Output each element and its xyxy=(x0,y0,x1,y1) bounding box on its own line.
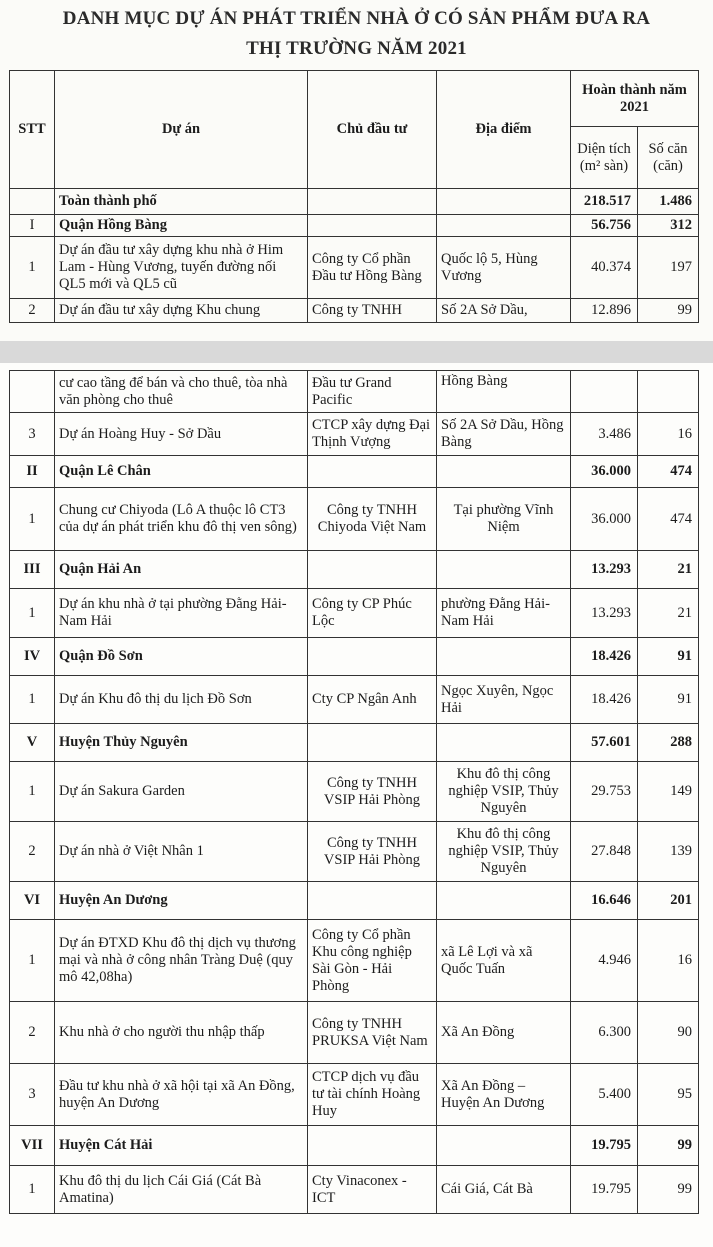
header-area: Diện tích (m² sàn) xyxy=(571,127,638,189)
group-row xyxy=(10,724,699,762)
group-area: 18.426 xyxy=(571,638,638,676)
total-area: 218.517 xyxy=(571,189,638,215)
row-investor: Cty Vinaconex - ICT xyxy=(308,1166,437,1214)
group-stt: V xyxy=(10,724,55,762)
total-row xyxy=(10,189,699,215)
row-project: Dự án nhà ở Việt Nhân 1 xyxy=(55,822,308,882)
row-location: Xã An Đồng xyxy=(437,1002,571,1064)
row-units: 95 xyxy=(638,1064,699,1126)
row-location: Số 2A Sở Dầu, Hồng Bàng xyxy=(437,413,571,456)
group-row xyxy=(10,638,699,676)
group-name: Huyện Cát Hải xyxy=(55,1126,308,1166)
group-name: Quận Hải An xyxy=(55,551,308,589)
row-units: 139 xyxy=(638,822,699,882)
group-name: Huyện Thủy Nguyên xyxy=(55,724,308,762)
table-row xyxy=(10,1064,699,1126)
row-investor: Công ty CP Phúc Lộc xyxy=(308,589,437,638)
row-location: Xã An Đồng – Huyện An Dương xyxy=(437,1064,571,1126)
table-row xyxy=(10,237,699,299)
row-project: cư cao tầng để bán và cho thuê, tòa nhà văn phòng cho thuê xyxy=(55,371,308,413)
group-units: 288 xyxy=(638,724,699,762)
header-stt: STT xyxy=(10,71,55,189)
row-project: Chung cư Chiyoda (Lô A thuộc lô CT3 của dự án phát triển khu đô thị ven sông) xyxy=(55,488,308,551)
title-line-1: DANH MỤC DỰ ÁN PHÁT TRIỂN NHÀ Ở CÓ SẢN PHẨM ĐƯA RA xyxy=(62,8,651,29)
header-project: Dự án xyxy=(55,71,308,189)
table-row xyxy=(10,371,699,413)
row-investor: CTCP xây dựng Đại Thịnh Vượng xyxy=(308,413,437,456)
row-stt: 1 xyxy=(10,237,55,299)
group-stt: VI xyxy=(10,882,55,920)
row-investor: Công ty Cổ phần Đầu tư Hồng Bàng xyxy=(308,237,437,299)
row-project: Dự án đầu tư xây dựng khu nhà ở Him Lam - Hùng Vương, tuyến đường nối QL5 mới và QL5 cũ xyxy=(55,237,308,299)
row-location: Ngọc Xuyên, Ngọc Hải xyxy=(437,676,571,724)
group-stt: I xyxy=(10,215,55,237)
row-stt: 1 xyxy=(10,589,55,638)
row-units: 99 xyxy=(638,1166,699,1214)
group-area: 16.646 xyxy=(571,882,638,920)
group-units: 99 xyxy=(638,1126,699,1166)
row-project: Dự án Hoàng Huy - Sở Dầu xyxy=(55,413,308,456)
document-page-1 xyxy=(0,0,713,341)
group-units: 312 xyxy=(638,215,699,237)
row-stt: 2 xyxy=(10,299,55,323)
row-investor: Công ty TNHH xyxy=(308,299,437,323)
group-name: Quận Hồng Bàng xyxy=(55,215,308,237)
total-units: 1.486 xyxy=(638,189,699,215)
table-row xyxy=(10,1002,699,1064)
row-stt: 1 xyxy=(10,488,55,551)
table-row xyxy=(10,299,699,323)
table-row xyxy=(10,762,699,822)
row-project: Khu nhà ở cho người thu nhập thấp xyxy=(55,1002,308,1064)
projects-table-part-1 xyxy=(9,70,699,323)
group-area: 13.293 xyxy=(571,551,638,589)
row-project: Dự án khu nhà ở tại phường Đằng Hải- Nam Hải xyxy=(55,589,308,638)
row-area: 18.426 xyxy=(571,676,638,724)
page-separator xyxy=(0,341,713,363)
header-location: Địa điểm xyxy=(437,71,571,189)
row-units: 16 xyxy=(638,413,699,456)
group-name: Quận Đồ Sơn xyxy=(55,638,308,676)
group-row xyxy=(10,882,699,920)
table-row xyxy=(10,920,699,1002)
row-units: 90 xyxy=(638,1002,699,1064)
group-units: 91 xyxy=(638,638,699,676)
group-units: 474 xyxy=(638,456,699,488)
group-area: 57.601 xyxy=(571,724,638,762)
document-title xyxy=(0,4,713,64)
header-investor: Chủ đầu tư xyxy=(308,71,437,189)
group-row xyxy=(10,551,699,589)
group-area: 36.000 xyxy=(571,456,638,488)
row-investor: Đầu tư Grand Pacific xyxy=(308,371,437,413)
table-row xyxy=(10,1166,699,1214)
row-location: Cái Giá, Cát Bà xyxy=(437,1166,571,1214)
table-row xyxy=(10,589,699,638)
group-area: 19.795 xyxy=(571,1126,638,1166)
document-page-2 xyxy=(0,363,713,1247)
row-investor: Cty CP Ngân Anh xyxy=(308,676,437,724)
row-area: 19.795 xyxy=(571,1166,638,1214)
row-investor: Công ty TNHH VSIP Hải Phòng xyxy=(308,762,437,822)
row-area: 6.300 xyxy=(571,1002,638,1064)
row-location: Tại phường Vĩnh Niệm xyxy=(437,488,571,551)
group-row xyxy=(10,215,699,237)
group-units: 21 xyxy=(638,551,699,589)
row-units: 149 xyxy=(638,762,699,822)
row-units: 197 xyxy=(638,237,699,299)
group-stt: VII xyxy=(10,1126,55,1166)
row-project: Dự án đầu tư xây dựng Khu chung xyxy=(55,299,308,323)
total-label: Toàn thành phố xyxy=(55,189,308,215)
group-units: 201 xyxy=(638,882,699,920)
row-area: 40.374 xyxy=(571,237,638,299)
row-location: Quốc lộ 5, Hùng Vương xyxy=(437,237,571,299)
group-name: Quận Lê Chân xyxy=(55,456,308,488)
row-investor: Công ty Cổ phần Khu công nghiệp Sài Gòn - Hải Phòng xyxy=(308,920,437,1002)
row-project: Dự án Sakura Garden xyxy=(55,762,308,822)
title-line-2: THỊ TRƯỜNG NĂM 2021 xyxy=(246,38,467,59)
row-stt: 3 xyxy=(10,1064,55,1126)
group-row xyxy=(10,1126,699,1166)
row-units: 21 xyxy=(638,589,699,638)
header-units: Số căn (căn) xyxy=(638,127,699,189)
group-area: 56.756 xyxy=(571,215,638,237)
row-location: phường Đằng Hải- Nam Hải xyxy=(437,589,571,638)
table-row xyxy=(10,413,699,456)
row-location: xã Lê Lợi và xã Quốc Tuấn xyxy=(437,920,571,1002)
row-area: 27.848 xyxy=(571,822,638,882)
row-project: Dự án ĐTXD Khu đô thị dịch vụ thương mại và nhà ở công nhân Tràng Duệ (quy mô 42,08ha) xyxy=(55,920,308,1002)
row-area: 13.293 xyxy=(571,589,638,638)
row-project: Dự án Khu đô thị du lịch Đồ Sơn xyxy=(55,676,308,724)
group-stt: II xyxy=(10,456,55,488)
row-area: 36.000 xyxy=(571,488,638,551)
group-stt: III xyxy=(10,551,55,589)
row-project: Khu đô thị du lịch Cái Giá (Cát Bà Amatina) xyxy=(55,1166,308,1214)
row-project: Đầu tư khu nhà ở xã hội tại xã An Đồng, huyện An Dương xyxy=(55,1064,308,1126)
row-units: 91 xyxy=(638,676,699,724)
table-row xyxy=(10,822,699,882)
row-area: 5.400 xyxy=(571,1064,638,1126)
row-investor: Công ty TNHH PRUKSA Việt Nam xyxy=(308,1002,437,1064)
row-stt: 2 xyxy=(10,822,55,882)
row-location: Khu đô thị công nghiệp VSIP, Thủy Nguyên xyxy=(437,762,571,822)
row-units: 474 xyxy=(638,488,699,551)
row-area: 4.946 xyxy=(571,920,638,1002)
row-stt: 1 xyxy=(10,920,55,1002)
row-units: 99 xyxy=(638,299,699,323)
row-location: Số 2A Sở Dầu, xyxy=(437,299,571,323)
group-name: Huyện An Dương xyxy=(55,882,308,920)
row-investor: Công ty TNHH VSIP Hải Phòng xyxy=(308,822,437,882)
row-location: Hồng Bàng xyxy=(437,371,571,413)
row-stt: 1 xyxy=(10,1166,55,1214)
row-area: 3.486 xyxy=(571,413,638,456)
header-completed: Hoàn thành năm 2021 xyxy=(571,71,699,127)
group-row xyxy=(10,456,699,488)
table-row xyxy=(10,676,699,724)
projects-table-part-2 xyxy=(9,370,699,1214)
row-location: Khu đô thị công nghiệp VSIP, Thủy Nguyên xyxy=(437,822,571,882)
row-area: 12.896 xyxy=(571,299,638,323)
row-stt: 2 xyxy=(10,1002,55,1064)
row-stt: 3 xyxy=(10,413,55,456)
row-area: 29.753 xyxy=(571,762,638,822)
row-investor: Công ty TNHH Chiyoda Việt Nam xyxy=(308,488,437,551)
row-stt: 1 xyxy=(10,762,55,822)
row-stt: 1 xyxy=(10,676,55,724)
row-units: 16 xyxy=(638,920,699,1002)
row-investor: CTCP dịch vụ đầu tư tài chính Hoàng Huy xyxy=(308,1064,437,1126)
group-stt: IV xyxy=(10,638,55,676)
table-row xyxy=(10,488,699,551)
